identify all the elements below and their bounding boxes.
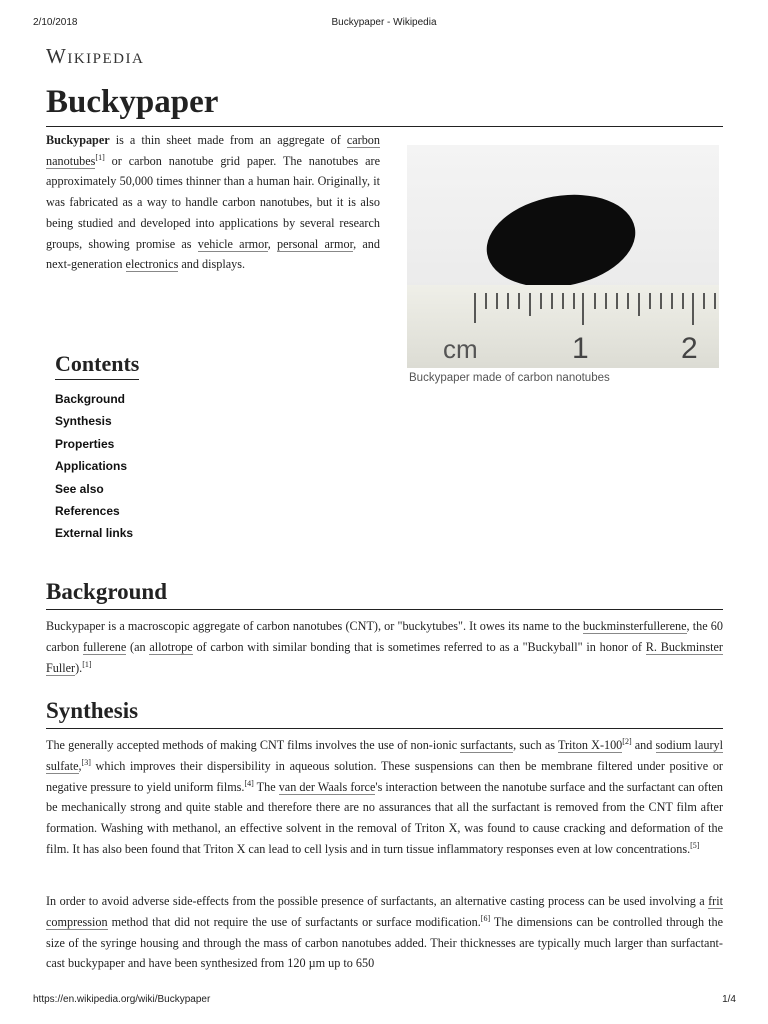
link-frit-compression[interactable]: frit compression <box>46 894 723 929</box>
intro-text: or carbon nanotube grid paper. The nanotubes are approximately 50,000 times thinner than a human hair. Originally, it was fabricated as a way to handle carbon nanotubes, but it is also being studied and developed into applications by several research groups, showing promise as <box>46 153 380 251</box>
synthesis-paragraph-1 <box>46 735 723 860</box>
paragraph-text: (an <box>126 639 150 654</box>
toc-item-properties[interactable]: Properties <box>55 436 115 451</box>
print-page-number: 1/4 <box>722 994 736 1005</box>
toc-item-background[interactable]: Background <box>55 392 126 406</box>
link-vehicle-armor[interactable]: vehicle armor <box>197 236 268 251</box>
toc-item-external-links[interactable]: External links <box>55 526 134 541</box>
paragraph-text: , <box>78 758 82 773</box>
paragraph-text: Buckypaper is a macroscopic aggregate of carbon nanotubes (CNT), or "buckytubes". It owes its name to the <box>46 619 583 633</box>
heading-background: Background <box>46 577 723 610</box>
intro-bold-term: Buckypaper <box>46 133 110 147</box>
print-header <box>0 17 768 31</box>
page-title: Buckypaper <box>46 82 723 127</box>
link-allotrope[interactable]: allotrope <box>149 639 193 654</box>
print-footer <box>0 994 768 1008</box>
citation-6[interactable]: [6] <box>480 913 491 923</box>
citation-1[interactable]: [1] <box>95 152 105 162</box>
print-url: https://en.wikipedia.org/wiki/Buckypaper <box>33 994 211 1005</box>
paragraph-text: In order to avoid adverse side-effects from the possible presence of surfactants, an alternative casting process can be used involving a <box>46 894 709 908</box>
print-date: 2/10/2018 <box>33 17 78 28</box>
synthesis-paragraph-2 <box>46 891 723 974</box>
link-buckminsterfullerene[interactable]: buckminsterfullerene <box>582 619 687 633</box>
link-triton-x-100[interactable]: Triton X-100 <box>557 738 623 752</box>
paragraph-text: The <box>253 779 279 794</box>
link-sodium-lauryl-sulfate[interactable]: sodium lauryl sulfate <box>46 738 723 773</box>
heading-synthesis: Synthesis <box>46 696 723 729</box>
link-carbon-nanotubes[interactable]: carbon nanotubes <box>46 133 380 168</box>
intro-text: is a thin sheet made from an aggregate of <box>109 133 347 147</box>
citation-4[interactable]: [4] <box>244 778 254 788</box>
paragraph-text: The generally accepted methods of making CNT films involves the use of non-ionic <box>46 738 461 752</box>
paragraph-text: The dimensions can be controlled through the size of the syringe housing and through the mass of carbon nanotubes added. Their thicknesses are typically much larger than surfactant-cast buckypaper and have been synthesized from 120 µm up to 650 <box>46 914 723 971</box>
paragraph-text: which improves their dispersibility in aqueous solution. These suspensions can then be membrane filtered under positive or negative pressure to yield uniform films. <box>46 758 723 794</box>
ruler-mark-2: 2 <box>681 332 698 365</box>
wikipedia-logo[interactable]: Wikipedia <box>46 44 145 68</box>
toc-item-applications[interactable]: Applications <box>55 459 128 474</box>
intro-text: , and next-generation <box>46 236 380 272</box>
paragraph-text: , such as <box>513 738 558 752</box>
intro-paragraph <box>46 130 380 275</box>
toc-item-references[interactable]: References <box>55 503 120 518</box>
paragraph-text: method that did not require the use of surfactants or surface modification. <box>107 914 481 929</box>
intro-text: , <box>267 236 278 251</box>
link-electronics[interactable]: electronics <box>125 257 179 272</box>
paragraph-text: and <box>631 738 656 752</box>
link-fullerene[interactable]: fullerene <box>82 639 127 654</box>
toc-list <box>55 388 255 545</box>
link-r-buckminster-fuller[interactable]: R. Buckminster Fuller <box>46 639 723 675</box>
link-personal-armor[interactable]: personal armor <box>277 236 354 251</box>
print-title: Buckypaper - Wikipedia <box>331 17 437 28</box>
buckypaper-image[interactable] <box>407 145 719 368</box>
paragraph-text: ). <box>75 660 83 675</box>
toc-item-see-also[interactable]: See also <box>55 481 104 496</box>
paragraph-text: 's interaction between the nanotube surface and the surfactant can often be mechanically strong and quite stable and therefore there are no assurances that all the surfactant is removed from the CNT film after formation. Washing with methanol, an effective solvent in the removal of Triton X, was found to cause cracking and deformation of the film. It has also been found that Triton X can lead to cell lysis and in turn tissue inflammatory responses even at low concentrations. <box>46 779 724 856</box>
citation-3[interactable]: [3] <box>81 757 91 767</box>
intro-text: and displays. <box>178 257 246 272</box>
citation-1[interactable]: [1] <box>82 659 92 669</box>
buckypaper-photo <box>407 145 719 368</box>
toc-title: Contents <box>55 350 139 380</box>
background-paragraph <box>46 616 723 678</box>
link-van-der-waals-force[interactable]: van der Waals force <box>278 779 376 794</box>
ruler-unit: cm <box>443 334 478 364</box>
paragraph-text: , the 60 carbon <box>46 619 723 654</box>
paragraph-text: of carbon with similar bonding that is sometimes referred to as a "Buckyball" in honor of <box>192 639 646 654</box>
ruler-mark-1: 1 <box>572 332 589 365</box>
table-of-contents <box>55 350 255 545</box>
link-surfactants[interactable]: surfactants <box>460 738 514 752</box>
toc-item-synthesis[interactable]: Synthesis <box>55 414 112 429</box>
figure-caption: Buckypaper made of carbon nanotubes <box>409 372 610 384</box>
citation-5[interactable]: [5] <box>690 840 700 850</box>
citation-2[interactable]: [2] <box>622 736 632 746</box>
